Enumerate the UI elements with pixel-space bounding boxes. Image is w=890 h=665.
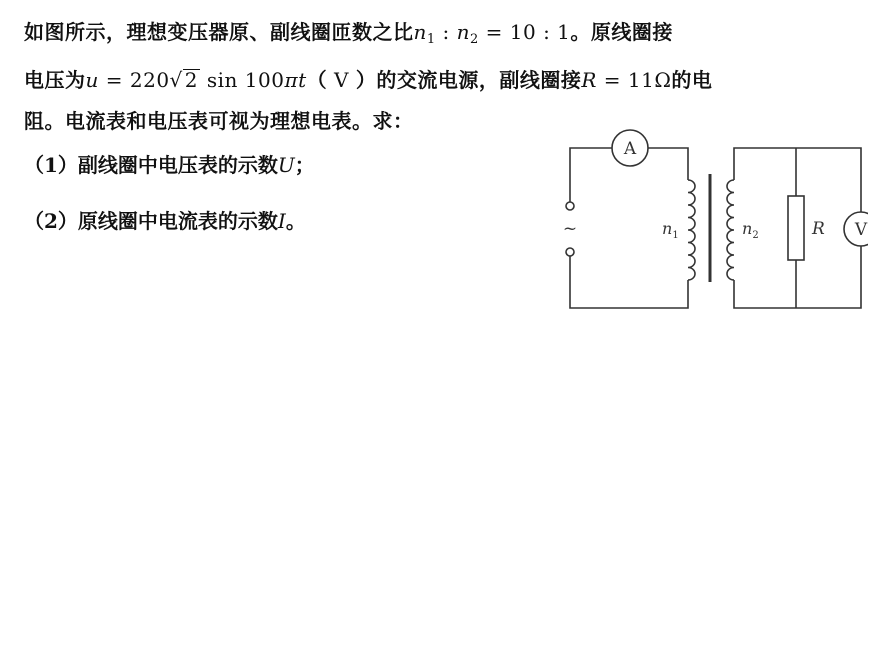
n2-label bbox=[742, 219, 759, 241]
sqrt-symbol: √ bbox=[169, 68, 183, 92]
n1-symbol: n bbox=[413, 20, 427, 44]
n1-label-subscript: 1 bbox=[672, 230, 679, 241]
ac-source-symbol: ~ bbox=[562, 219, 578, 239]
sqrt-content: 2 bbox=[184, 68, 199, 92]
secondary-outer-wire bbox=[734, 148, 861, 212]
resistance-variable: R bbox=[581, 68, 597, 92]
n2-label-symbol: n bbox=[742, 219, 753, 238]
voltmeter-label: V bbox=[854, 220, 868, 240]
voltage-variable: u bbox=[85, 68, 99, 92]
n1-subscript: 1 bbox=[426, 32, 436, 47]
n1-label bbox=[662, 219, 679, 241]
n2-label-subscript: 2 bbox=[752, 230, 759, 241]
problem-text: 的电 bbox=[671, 68, 713, 92]
circuit-svg bbox=[556, 128, 868, 316]
primary-top-wire bbox=[570, 148, 612, 202]
problem-line-2 bbox=[24, 60, 874, 101]
transformer-circuit-diagram bbox=[556, 128, 868, 320]
primary-coil bbox=[688, 180, 695, 280]
unit-paren-close: ） bbox=[355, 68, 377, 92]
time-variable: t bbox=[298, 68, 307, 92]
problem-text: 如图所示，理想变压器原、副线圈匝数之比 bbox=[24, 20, 414, 44]
ratio-value: = 10 : 1 bbox=[478, 20, 571, 44]
problem-line-3: 阻。电流表和电压表可视为理想电表。求： bbox=[24, 109, 414, 133]
source-terminal-bottom bbox=[566, 248, 574, 256]
secondary-coil bbox=[727, 180, 734, 280]
ratio-n2 bbox=[456, 20, 479, 47]
question-text: （1）副线圈中电压表的示数 bbox=[24, 153, 278, 177]
ratio-n1 bbox=[413, 20, 436, 47]
problem-text: 电压为 bbox=[24, 68, 86, 92]
unit-paren-open: （ bbox=[306, 68, 328, 92]
problem-line-1 bbox=[24, 12, 874, 60]
question-2 bbox=[24, 206, 306, 236]
voltage-unit: V bbox=[327, 68, 356, 92]
question-punct: 。 bbox=[285, 209, 306, 233]
primary-top-wire-right bbox=[648, 148, 688, 180]
ammeter-label: A bbox=[623, 139, 637, 159]
question-punct: ； bbox=[294, 153, 315, 177]
resistor bbox=[788, 196, 804, 260]
problem-text: 。原线圈接 bbox=[570, 20, 673, 44]
n1-label-symbol: n bbox=[662, 219, 673, 238]
n2-subscript: 2 bbox=[470, 32, 479, 47]
problem-text: 的交流电源，副线圈接 bbox=[376, 68, 582, 92]
problem-statement bbox=[24, 12, 874, 142]
question-variable: U bbox=[277, 153, 295, 177]
resistor-label: R bbox=[812, 219, 825, 239]
question-variable: I bbox=[277, 209, 286, 233]
pi-symbol: π bbox=[284, 68, 299, 92]
secondary-bottom-wire bbox=[734, 246, 861, 308]
resistance-value: = 11Ω bbox=[596, 68, 672, 92]
question-1 bbox=[24, 150, 315, 180]
source-terminal-top bbox=[566, 202, 574, 210]
n2-symbol: n bbox=[456, 20, 471, 44]
voltage-amplitude: = 220 bbox=[98, 68, 170, 92]
question-text: （2）原线圈中电流表的示数 bbox=[24, 209, 278, 233]
primary-bottom-wire bbox=[570, 252, 688, 308]
ratio-separator: : bbox=[435, 20, 457, 44]
voltage-function: sin 100 bbox=[200, 68, 285, 92]
